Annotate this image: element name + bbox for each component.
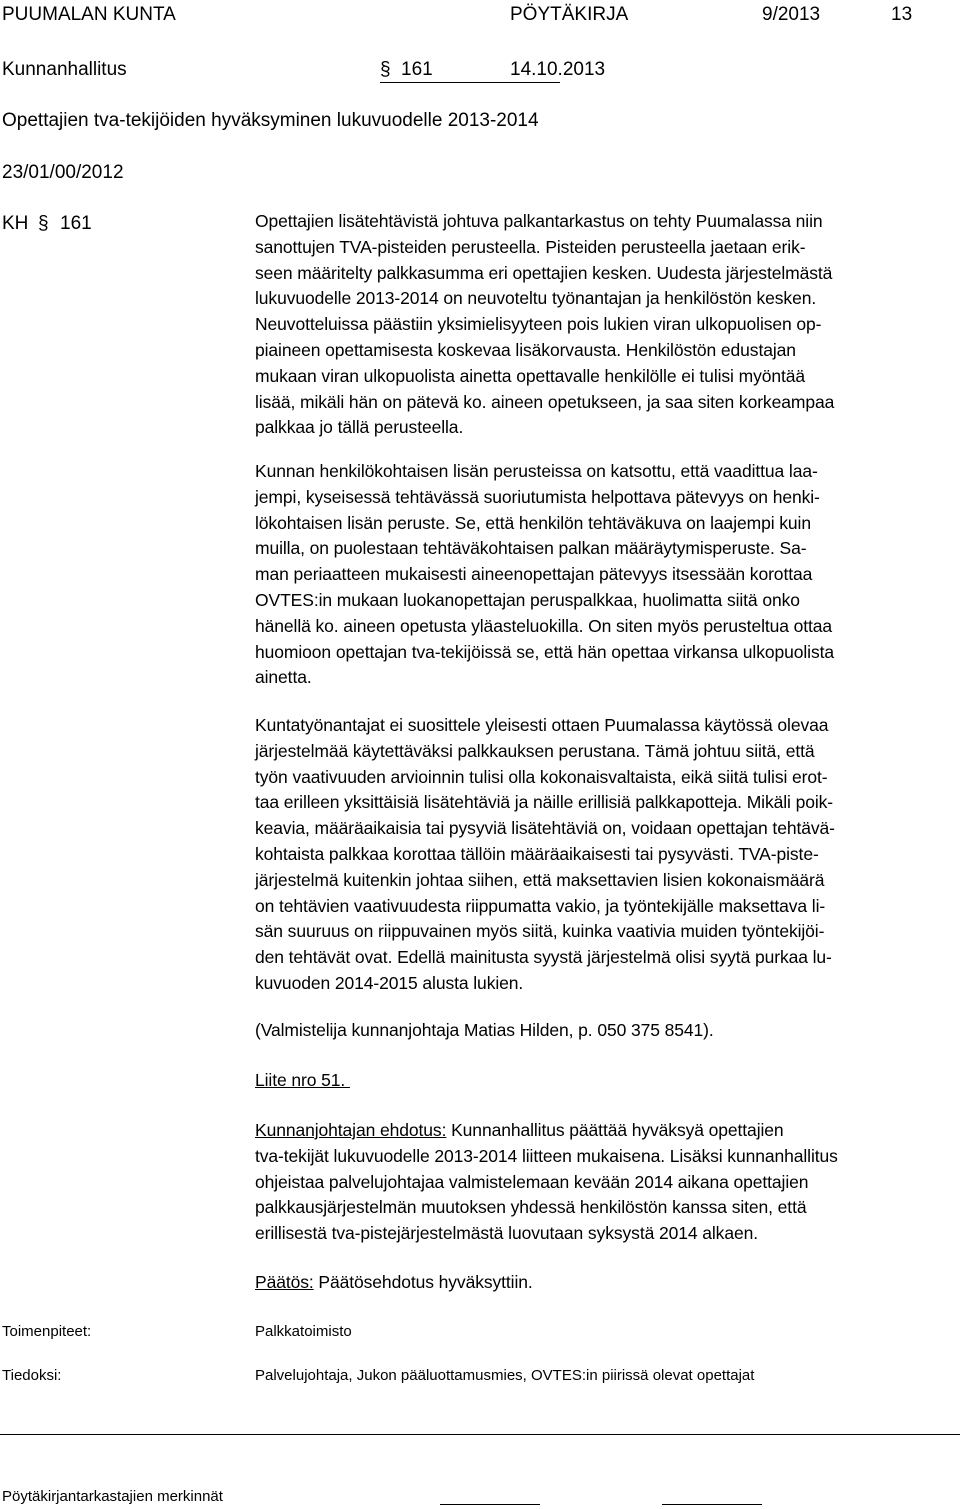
paragraph-line: Kuntatyönantajat ei suosittele yleisesti ottaen Puumalassa käytössä olevaa: [255, 715, 829, 735]
paragraph-line: sän suuruus on riippuvainen myös siitä, kuinka vaativia muiden työntekijöi-: [255, 921, 825, 942]
proposal-label: Kunnanjohtajan ehdotus:: [255, 1120, 447, 1140]
attachment-link[interactable]: Liite nro 51.: [255, 1070, 350, 1090]
paragraph-line: keavia, määräaikaisia tai pysyviä lisätehtäviä on, voidaan opettajan tehtävä-: [255, 818, 835, 839]
actions-value: Palkkatoimisto: [255, 1323, 352, 1340]
item-label-kh: KH: [2, 213, 29, 234]
paragraph-line: järjestelmä kuitenkin johtaa siihen, että maksettavien lisien kokonaismäärä: [255, 869, 825, 890]
paragraph-line: den tehtävät ovat. Edellä mainitusta syystä järjestelmä olisi syytä purkaa lu-: [255, 947, 832, 968]
meeting-date: 14.10.2013: [510, 59, 606, 80]
proposal-line: tva-tekijät lukuvuodelle 2013-2014 liitteen mukaisena. Lisäksi kunnanhallitus: [255, 1145, 838, 1166]
footer-label: Pöytäkirjantarkastajien merkinnät: [2, 1488, 223, 1505]
paragraph-line: sanottujen TVA-pisteiden perusteella. Pisteiden perusteella jaetaan erik-: [255, 236, 806, 257]
paragraph-line: seen määritelty palkkasumma eri opettajien kesken. Uudesta järjestelmästä: [255, 262, 833, 283]
paragraph-2: [255, 459, 834, 691]
proposal-line: ohjeistaa palvelujohtajaa valmistelemaan kevään 2014 aikana opettajien: [255, 1171, 809, 1192]
case-number: 23/01/00/2012: [2, 162, 124, 183]
proposal-line: erillisestä tva-pistejärjestelmästä luovutaan syksystä 2014 alkaen.: [255, 1223, 758, 1244]
paragraph-line: lisää, mikäli hän on pätevä ko. aineen opetukseen, ja saa siten korkeampaa: [255, 391, 835, 412]
info-value: Palvelujohtaja, Jukon pääluottamusmies, OVTES:in piirissä olevat opettajat: [255, 1367, 755, 1384]
paragraph-line: lukuvuodelle 2013-2014 on neuvoteltu työnantajan ja henkilöstön kesken.: [255, 288, 817, 309]
paragraph-line: muilla, on puolestaan tehtäväkohtaisen palkan määräytymisperuste. Sa-: [255, 538, 807, 559]
item-number: 161: [60, 213, 92, 234]
paragraph-line: OVTES:in mukaan luokanopettajan peruspalkkaa, huolimatta siitä onko: [255, 589, 800, 610]
actions-label: Toimenpiteet:: [2, 1323, 92, 1340]
proposal-first-line: Kunnanhallitus päättää hyväksyä opettajien: [446, 1120, 784, 1140]
municipality-name: PUUMALAN KUNTA: [2, 4, 176, 25]
proposal: [255, 1118, 838, 1247]
paragraph-line: Opettajien lisätehtävistä johtuva palkantarkastus on tehty Puumalassa niin: [255, 211, 823, 231]
paragraph-line: järjestelmää käytettäväksi palkkauksen perustana. Tämä johtuu siitä, että: [255, 740, 815, 761]
paragraph-line: kohtaista palkkaa korottaa tällöin määräaikaisesti tai pysyvästi. TVA-piste-: [255, 843, 819, 864]
subject-title: Opettajien tva-tekijöiden hyväksyminen lukuvuodelle 2013-2014: [2, 110, 539, 131]
footer-divider: [0, 1434, 960, 1435]
paragraph-line: palkkaa jo tällä perusteella.: [255, 417, 464, 438]
paragraph-line: lökohtaisen lisän peruste. Se, että henkilön tehtäväkuva on laajempi kuin: [255, 512, 811, 533]
decision: [255, 1270, 533, 1296]
preparer-note: [255, 1018, 714, 1044]
paragraph-line: man periaatteen mukaisesti aineenopettajan pätevyys itsessään korottaa: [255, 564, 813, 585]
signature-line[interactable]: [440, 1504, 540, 1505]
paragraph-3: [255, 713, 835, 997]
section-number: 161: [401, 59, 433, 80]
paragraph-line: Neuvotteluissa päästiin yksimielisyyteen pois lukien viran ulkopuolisen op-: [255, 314, 822, 335]
paragraph-line: mukaan viran ulkopuolista ainetta opettavalle henkilölle ei tulisi myöntää: [255, 365, 806, 386]
paragraph-line: jempi, kyseisessä tehtävässä suoriutumista helpottava pätevyys on henki-: [255, 486, 820, 507]
decision-text: Päätösehdotus hyväksyttiin.: [313, 1272, 533, 1292]
paragraph-line: piaineen opettamisesta koskevaa lisäkorvausta. Henkilöstön edustajan: [255, 339, 796, 360]
paragraph-line: taa erilleen yksittäisiä lisätehtäviä ja näille erillisiä palkkapotteja. Mikäli poik-: [255, 792, 834, 813]
paragraph-line: hänellä ko. aineen opetusta yläasteluokilla. On siten myös perusteltua ottaa: [255, 615, 833, 636]
proposal-line: palkkausjärjestelmän muutoksen yhdessä henkilöstön kanssa siten, että: [255, 1197, 807, 1218]
section-symbol-icon: §: [38, 213, 49, 234]
attachment-note: [255, 1068, 350, 1094]
signature-line[interactable]: [662, 1504, 762, 1505]
document-number: 9/2013: [762, 4, 821, 25]
paragraph-line: kuvuoden 2014-2015 alusta lukien.: [255, 972, 524, 993]
section-symbol-icon: §: [380, 59, 391, 80]
governing-body: Kunnanhallitus: [2, 59, 127, 80]
paragraph-line: työn vaativuuden arvioinnin tulisi olla kokonaisvaltaista, eikä siitä tulisi erot-: [255, 766, 828, 787]
paragraph-line: ainetta.: [255, 667, 312, 688]
header-underline: [380, 82, 560, 83]
decision-label: Päätös:: [255, 1272, 314, 1292]
paragraph-line: Kunnan henkilökohtaisen lisän perusteissa on katsottu, että vaadittua laa-: [255, 461, 818, 481]
info-label: Tiedoksi:: [2, 1367, 62, 1384]
paragraph-1: [255, 209, 834, 441]
document-type: PÖYTÄKIRJA: [510, 4, 629, 25]
paragraph-line: huomioon opettajan tva-tekijöissä se, että hän opettaa virkansa ulkopuolista: [255, 641, 835, 662]
page-number: 13: [891, 4, 913, 25]
paragraph-line: on tehtävien vaativuudesta riippumatta vakio, ja työntekijälle maksettava li-: [255, 895, 826, 916]
preparer-text: (Valmistelija kunnanjohtaja Matias Hilden, p. 050 375 8541).: [255, 1020, 714, 1040]
